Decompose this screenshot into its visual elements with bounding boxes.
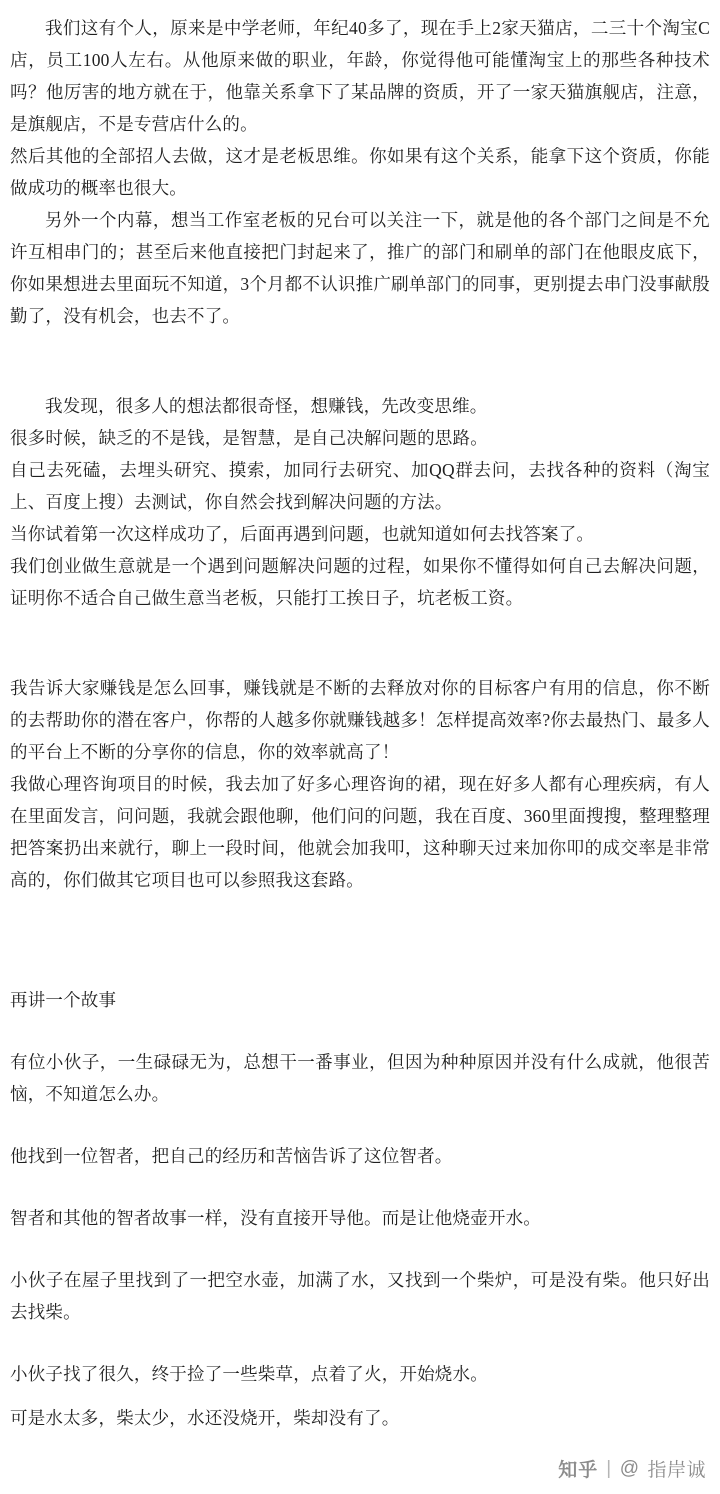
paragraph-block-6: [10, 1140, 710, 1172]
paragraph-line: 智者和其他的智者故事一样，没有直接开导他。而是让他烧壶开水。: [10, 1208, 541, 1228]
section-heading: 再讲一个故事: [10, 990, 117, 1010]
block-spacer: [10, 896, 710, 954]
block-spacer: [10, 1234, 710, 1264]
at-sign-icon: @: [619, 1457, 640, 1479]
block-spacer: [10, 1110, 710, 1140]
paragraph-line: 我发现，很多人的想法都很奇怪，想赚钱，先改变思维。: [45, 396, 488, 416]
paragraph-line: 很多时候，缺乏的不是钱，是智慧，是自己决解问题的思路。: [10, 428, 488, 448]
paragraph-block-2: [10, 390, 710, 614]
block-spacer: [10, 1328, 710, 1358]
paragraph-block-7: [10, 1202, 710, 1234]
block-spacer: [10, 954, 710, 984]
watermark: [558, 1455, 706, 1482]
paragraph-block-8: [10, 1264, 710, 1328]
paragraph-block-5: [10, 1046, 710, 1110]
paragraph-line: 另外一个内幕，想当工作室老板的兄台可以关注一下，就是他的各个部门之间是不允许互相串门的；甚至后来他直接把门封起来了，推广的部门和刷单的部门在他眼皮底下，你如果想进去里面玩不知道，3个月都不认识推广刷单部门的同事，更别提去串门没事献殷勤了，没有机会，也去不了。: [10, 210, 710, 326]
paragraph-block-3: [10, 672, 710, 896]
paragraph-line: 我们创业做生意就是一个遇到问题解决问题的过程，如果你不懂得如何自己去解决问题，证明你不适合自己做生意当老板，只能打工挨日子，坑老板工资。: [10, 556, 710, 608]
block-spacer: [10, 332, 710, 390]
paragraph-line: 可是水太多，柴太少，水还没烧开，柴却没有了。: [10, 1408, 400, 1428]
paragraph-line: 自己去死磕，去埋头研究、摸索，加同行去研究、加QQ群去问，去找各种的资料（淘宝上、百度上搜）去测试，你自然会找到解决问题的方法。: [10, 460, 710, 512]
paragraph-block-1: [10, 12, 710, 332]
paragraph-line: 我告诉大家赚钱是怎么回事，赚钱就是不断的去释放对你的目标客户有用的信息，你不断的去帮助你的潜在客户，你帮的人越多你就赚钱越多！怎样提高效率?你去最热门、最多人的平台上不断的分享你的信息，你的效率就高了！: [10, 678, 710, 762]
watermark-author: 指岸诚: [647, 1460, 706, 1481]
paragraph-line: 有位小伙子，一生碌碌无为，总想干一番事业，但因为种种原因并没有什么成就，他很苦恼，不知道怎么办。: [10, 1052, 710, 1104]
paragraph-block-9: [10, 1358, 710, 1390]
block-spacer: [10, 1016, 710, 1046]
zhihu-logo: 知乎: [558, 1460, 599, 1481]
paragraph-line: 我做心理咨询项目的时候，我去加了好多心理咨询的裙，现在好多人都有心理疾病，有人在里面发言，问问题，我就会跟他聊，他们问的问题，我在百度、360里面搜搜，整理整理把答案扔出来就行，聊上一段时间，他就会加我叩，这种聊天过来加你叩的成交率是非常高的，你们做其它项目也可以参照我这套路。: [10, 774, 710, 890]
paragraph-block-10: [10, 1402, 710, 1434]
block-spacer: [10, 1172, 710, 1202]
paragraph-line: 然后其他的全部招人去做，这才是老板思维。你如果有这个关系，能拿下这个资质，你能做成功的概率也很大。: [10, 146, 710, 198]
paragraph-line: 我们这有个人，原来是中学老师，年纪40多了，现在手上2家天猫店，二三十个淘宝C店，员工100人左右。从他原来做的职业，年龄，你觉得他可能懂淘宝上的那些各种技术吗？他厉害的地方就在于，他靠关系拿下了某品牌的资质，开了一家天猫旗舰店，注意，是旗舰店，不是专营店什么的。: [10, 18, 710, 134]
paragraph-line: 小伙子在屋子里找到了一把空水壶，加满了水，又找到一个柴炉，可是没有柴。他只好出去找柴。: [10, 1270, 710, 1322]
watermark-divider: |: [606, 1457, 612, 1479]
paragraph-line: 小伙子找了很久，终于捡了一些柴草，点着了火，开始烧水。: [10, 1364, 488, 1384]
section-heading-block: [10, 984, 710, 1016]
block-spacer: [10, 1390, 710, 1402]
paragraph-line: 他找到一位智者，把自己的经历和苦恼告诉了这位智者。: [10, 1146, 453, 1166]
paragraph-line: 当你试着第一次这样成功了，后面再遇到问题，也就知道如何去找答案了。: [10, 524, 595, 544]
block-spacer: [10, 614, 710, 672]
